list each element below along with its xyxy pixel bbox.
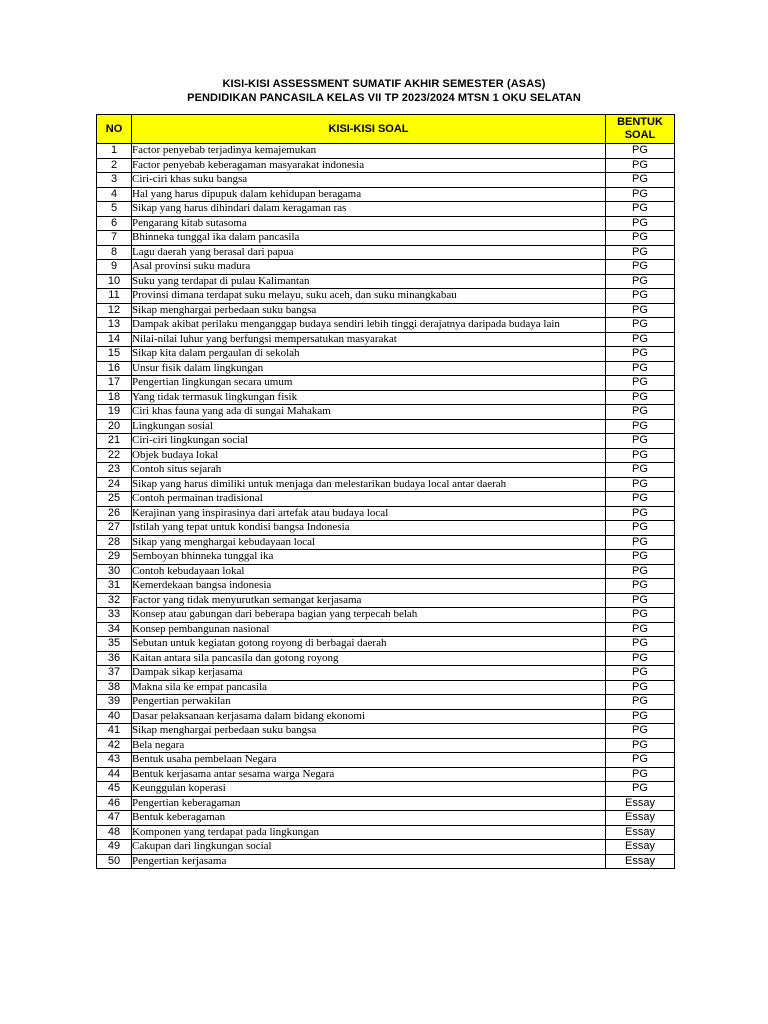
cell-bentuk: PG <box>606 202 675 217</box>
cell-bentuk: PG <box>606 564 675 579</box>
cell-no: 12 <box>97 303 132 318</box>
cell-soal: Sikap kita dalam pergaulan di sekolah <box>132 347 606 362</box>
cell-no: 35 <box>97 637 132 652</box>
table-row <box>97 492 675 507</box>
table-row <box>97 637 675 652</box>
cell-soal: Ciri-ciri khas suku bangsa <box>132 173 606 188</box>
cell-soal: Provinsi dimana terdapat suku melayu, suku aceh, dan suku minangkabau <box>132 289 606 304</box>
table-row <box>97 274 675 289</box>
cell-no: 14 <box>97 332 132 347</box>
cell-bentuk: PG <box>606 535 675 550</box>
cell-soal: Kaitan antara sila pancasila dan gotong royong <box>132 651 606 666</box>
cell-bentuk: PG <box>606 419 675 434</box>
table-row <box>97 854 675 869</box>
cell-soal: Bela negara <box>132 738 606 753</box>
cell-no: 27 <box>97 521 132 536</box>
cell-soal: Dampak akibat perilaku menganggap budaya sendiri lebih tinggi derajatnya daripada budaya lain <box>132 318 606 333</box>
table-row <box>97 376 675 391</box>
cell-soal: Factor yang tidak menyurutkan semangat kerjasama <box>132 593 606 608</box>
table-row <box>97 245 675 260</box>
cell-bentuk: PG <box>606 405 675 420</box>
header-bentuk-line1: BENTUK <box>617 116 663 128</box>
cell-bentuk: PG <box>606 680 675 695</box>
cell-soal: Ciri khas fauna yang ada di sungai Mahakam <box>132 405 606 420</box>
cell-bentuk: PG <box>606 463 675 478</box>
cell-no: 24 <box>97 477 132 492</box>
table-row <box>97 303 675 318</box>
table-row <box>97 796 675 811</box>
cell-no: 9 <box>97 260 132 275</box>
table-row <box>97 521 675 536</box>
cell-soal: Makna sila ke empat pancasila <box>132 680 606 695</box>
cell-soal: Lingkungan sosial <box>132 419 606 434</box>
cell-soal: Suku yang terdapat di pulau Kalimantan <box>132 274 606 289</box>
cell-soal: Nilai-nilai luhur yang berfungsi mempersatukan masyarakat <box>132 332 606 347</box>
cell-no: 48 <box>97 825 132 840</box>
cell-soal: Bentuk usaha pembelaan Negara <box>132 753 606 768</box>
table-row <box>97 738 675 753</box>
cell-bentuk: PG <box>606 637 675 652</box>
cell-bentuk: PG <box>606 231 675 246</box>
cell-bentuk: PG <box>606 550 675 565</box>
cell-soal: Dampak sikap kerjasama <box>132 666 606 681</box>
cell-bentuk: PG <box>606 434 675 449</box>
cell-no: 49 <box>97 840 132 855</box>
cell-no: 32 <box>97 593 132 608</box>
cell-soal: Semboyan bhinneka tunggal ika <box>132 550 606 565</box>
cell-soal: Konsep pembangunan nasional <box>132 622 606 637</box>
cell-bentuk: PG <box>606 579 675 594</box>
cell-soal: Sikap yang harus dimiliki untuk menjaga dan melestarikan budaya local antar daerah <box>132 477 606 492</box>
cell-bentuk: PG <box>606 347 675 362</box>
table-row <box>97 332 675 347</box>
table-row <box>97 564 675 579</box>
table-row <box>97 187 675 202</box>
table-row <box>97 477 675 492</box>
table-row <box>97 260 675 275</box>
cell-bentuk: Essay <box>606 825 675 840</box>
cell-bentuk: PG <box>606 492 675 507</box>
header-no: NO <box>97 115 132 144</box>
table-row <box>97 753 675 768</box>
table-row <box>97 680 675 695</box>
cell-soal: Pengertian kerjasama <box>132 854 606 869</box>
cell-no: 1 <box>97 144 132 159</box>
cell-no: 31 <box>97 579 132 594</box>
cell-bentuk: PG <box>606 376 675 391</box>
cell-soal: Keunggulan koperasi <box>132 782 606 797</box>
table-row <box>97 318 675 333</box>
table-row <box>97 535 675 550</box>
cell-bentuk: PG <box>606 695 675 710</box>
cell-bentuk: PG <box>606 187 675 202</box>
cell-bentuk: PG <box>606 477 675 492</box>
table-row <box>97 448 675 463</box>
cell-soal: Factor penyebab terjadinya kemajemukan <box>132 144 606 159</box>
table-row <box>97 579 675 594</box>
cell-soal: Asal provinsi suku madura <box>132 260 606 275</box>
cell-no: 41 <box>97 724 132 739</box>
table-row <box>97 347 675 362</box>
cell-soal: Cakupan dari lingkungan social <box>132 840 606 855</box>
cell-no: 3 <box>97 173 132 188</box>
cell-no: 42 <box>97 738 132 753</box>
kisi-kisi-table <box>96 114 675 869</box>
cell-soal: Contoh kebudayaan lokal <box>132 564 606 579</box>
cell-bentuk: PG <box>606 622 675 637</box>
cell-no: 19 <box>97 405 132 420</box>
cell-bentuk: PG <box>606 608 675 623</box>
cell-bentuk: PG <box>606 144 675 159</box>
document-subtitle: PENDIDIKAN PANCASILA KELAS VII TP 2023/2024 MTSN 1 OKU SELATAN <box>187 92 581 104</box>
table-row <box>97 463 675 478</box>
cell-no: 2 <box>97 158 132 173</box>
cell-bentuk: PG <box>606 173 675 188</box>
cell-soal: Konsep atau gabungan dari beberapa bagian yang terpecah belah <box>132 608 606 623</box>
cell-soal: Bentuk keberagaman <box>132 811 606 826</box>
cell-no: 43 <box>97 753 132 768</box>
cell-no: 23 <box>97 463 132 478</box>
cell-soal: Unsur fisik dalam lingkungan <box>132 361 606 376</box>
cell-no: 28 <box>97 535 132 550</box>
cell-soal: Sebutan untuk kegiatan gotong royong di berbagai daerah <box>132 637 606 652</box>
cell-soal: Kemerdekaan bangsa indonesia <box>132 579 606 594</box>
cell-no: 50 <box>97 854 132 869</box>
document-title: KISI-KISI ASSESSMENT SUMATIF AKHIR SEMESTER (ASAS) <box>222 78 546 90</box>
cell-soal: Sikap menghargai perbedaan suku bangsa <box>132 303 606 318</box>
table-row <box>97 825 675 840</box>
cell-no: 44 <box>97 767 132 782</box>
cell-no: 25 <box>97 492 132 507</box>
cell-soal: Komponen yang terdapat pada lingkungan <box>132 825 606 840</box>
cell-bentuk: PG <box>606 738 675 753</box>
cell-bentuk: PG <box>606 651 675 666</box>
table-row <box>97 506 675 521</box>
cell-no: 11 <box>97 289 132 304</box>
cell-no: 13 <box>97 318 132 333</box>
cell-no: 10 <box>97 274 132 289</box>
cell-bentuk: PG <box>606 753 675 768</box>
cell-soal: Pengertian lingkungan secara umum <box>132 376 606 391</box>
table-row <box>97 782 675 797</box>
cell-no: 38 <box>97 680 132 695</box>
table-row <box>97 434 675 449</box>
cell-no: 6 <box>97 216 132 231</box>
table-row <box>97 144 675 159</box>
cell-bentuk: PG <box>606 593 675 608</box>
cell-no: 4 <box>97 187 132 202</box>
table-row <box>97 202 675 217</box>
table-row <box>97 709 675 724</box>
cell-no: 16 <box>97 361 132 376</box>
cell-no: 47 <box>97 811 132 826</box>
cell-no: 46 <box>97 796 132 811</box>
cell-no: 17 <box>97 376 132 391</box>
cell-no: 8 <box>97 245 132 260</box>
header-kisi-kisi-soal: KISI-KISI SOAL <box>132 115 606 144</box>
table-header-row <box>97 115 675 144</box>
table-row <box>97 622 675 637</box>
cell-no: 20 <box>97 419 132 434</box>
table-row <box>97 289 675 304</box>
cell-soal: Sikap yang harus dihindari dalam keragaman ras <box>132 202 606 217</box>
table-row <box>97 811 675 826</box>
cell-soal: Contoh permainan tradisional <box>132 492 606 507</box>
cell-bentuk: PG <box>606 506 675 521</box>
cell-soal: Istilah yang tepat untuk kondisi bangsa Indonesia <box>132 521 606 536</box>
table-row <box>97 390 675 405</box>
cell-bentuk: PG <box>606 303 675 318</box>
cell-soal: Contoh situs sejarah <box>132 463 606 478</box>
cell-no: 33 <box>97 608 132 623</box>
table-row <box>97 608 675 623</box>
cell-soal: Objek budaya lokal <box>132 448 606 463</box>
cell-no: 45 <box>97 782 132 797</box>
cell-bentuk: Essay <box>606 854 675 869</box>
table-row <box>97 405 675 420</box>
cell-no: 22 <box>97 448 132 463</box>
cell-bentuk: PG <box>606 216 675 231</box>
cell-bentuk: PG <box>606 245 675 260</box>
table-row <box>97 216 675 231</box>
table-row <box>97 550 675 565</box>
cell-no: 7 <box>97 231 132 246</box>
table-row <box>97 361 675 376</box>
cell-soal: Kerajinan yang inspirasinya dari artefak atau budaya local <box>132 506 606 521</box>
cell-bentuk: PG <box>606 158 675 173</box>
cell-soal: Pengertian keberagaman <box>132 796 606 811</box>
cell-soal: Sikap yang menghargai kebudayaan local <box>132 535 606 550</box>
cell-no: 39 <box>97 695 132 710</box>
cell-bentuk: PG <box>606 361 675 376</box>
table-row <box>97 767 675 782</box>
table-row <box>97 724 675 739</box>
cell-no: 5 <box>97 202 132 217</box>
cell-soal: Dasar pelaksanaan kerjasama dalam bidang ekonomi <box>132 709 606 724</box>
cell-bentuk: PG <box>606 666 675 681</box>
table-body <box>97 144 675 869</box>
table-row <box>97 695 675 710</box>
cell-bentuk: PG <box>606 274 675 289</box>
cell-soal: Yang tidak termasuk lingkungan fisik <box>132 390 606 405</box>
table-row <box>97 651 675 666</box>
cell-no: 18 <box>97 390 132 405</box>
header-bentuk-soal <box>606 115 675 144</box>
cell-no: 37 <box>97 666 132 681</box>
cell-no: 26 <box>97 506 132 521</box>
cell-no: 34 <box>97 622 132 637</box>
header-bentuk-line2: SOAL <box>624 129 656 141</box>
table-row <box>97 593 675 608</box>
cell-bentuk: PG <box>606 260 675 275</box>
cell-soal: Pengarang kitab sutasoma <box>132 216 606 231</box>
cell-bentuk: PG <box>606 318 675 333</box>
cell-no: 30 <box>97 564 132 579</box>
cell-bentuk: Essay <box>606 840 675 855</box>
cell-bentuk: PG <box>606 724 675 739</box>
table-row <box>97 419 675 434</box>
cell-bentuk: Essay <box>606 811 675 826</box>
cell-no: 21 <box>97 434 132 449</box>
cell-bentuk: Essay <box>606 796 675 811</box>
cell-no: 29 <box>97 550 132 565</box>
cell-soal: Sikap menghargai perbedaan suku bangsa <box>132 724 606 739</box>
cell-soal: Ciri-ciri lingkungan social <box>132 434 606 449</box>
cell-no: 15 <box>97 347 132 362</box>
cell-soal: Bhinneka tunggal ika dalam pancasila <box>132 231 606 246</box>
table-row <box>97 231 675 246</box>
cell-bentuk: PG <box>606 448 675 463</box>
cell-no: 40 <box>97 709 132 724</box>
cell-bentuk: PG <box>606 709 675 724</box>
cell-no: 36 <box>97 651 132 666</box>
cell-bentuk: PG <box>606 521 675 536</box>
cell-bentuk: PG <box>606 390 675 405</box>
cell-soal: Lagu daerah yang berasal dari papua <box>132 245 606 260</box>
cell-soal: Hal yang harus dipupuk dalam kehidupan beragama <box>132 187 606 202</box>
cell-soal: Bentuk kerjasama antar sesama warga Negara <box>132 767 606 782</box>
cell-bentuk: PG <box>606 289 675 304</box>
cell-bentuk: PG <box>606 782 675 797</box>
cell-soal: Pengertian perwakilan <box>132 695 606 710</box>
table-row <box>97 840 675 855</box>
cell-bentuk: PG <box>606 767 675 782</box>
cell-soal: Factor penyebab keberagaman masyarakat indonesia <box>132 158 606 173</box>
table-row <box>97 158 675 173</box>
table-row <box>97 666 675 681</box>
cell-bentuk: PG <box>606 332 675 347</box>
table-row <box>97 173 675 188</box>
